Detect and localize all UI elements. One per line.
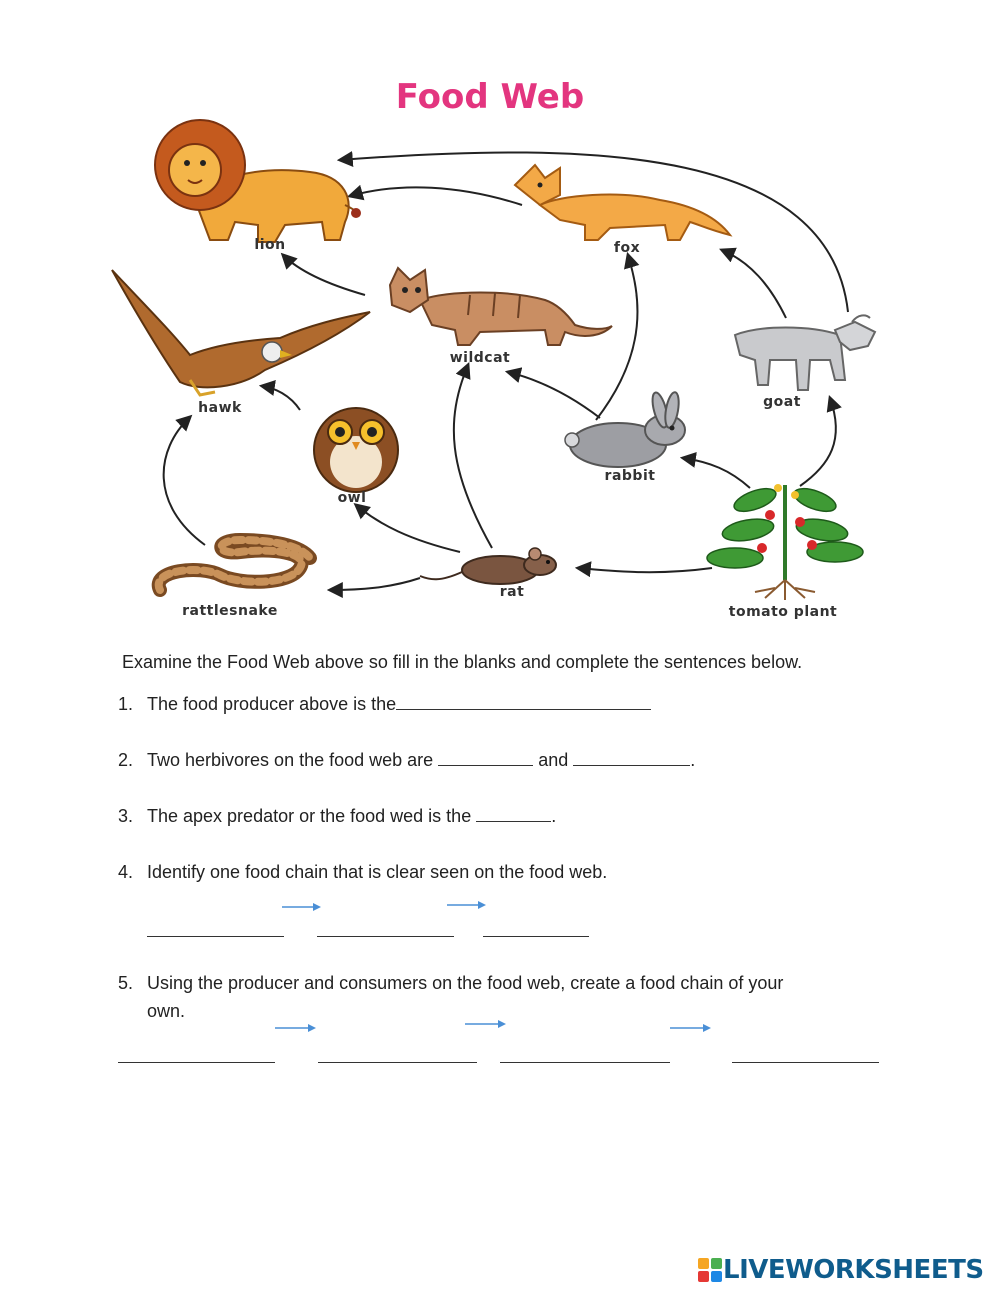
- question-2: [118, 746, 878, 774]
- question-text: Identify one food chain that is clear seen on the food web.: [147, 862, 608, 882]
- chain-blank-5c[interactable]: [500, 1062, 670, 1063]
- chain-arrow: [281, 900, 323, 914]
- chain-blank-5a[interactable]: [118, 1062, 275, 1063]
- liveworksheets-icon: [697, 1257, 723, 1283]
- rat-illustration: [420, 548, 556, 584]
- label-goat: goat: [763, 394, 801, 410]
- label-owl: owl: [337, 490, 367, 506]
- label-rat: rat: [499, 584, 525, 600]
- page-title: Food Web: [395, 77, 585, 117]
- chain-arrow: [274, 1021, 318, 1035]
- question-4: [118, 858, 878, 886]
- question-number: 1.: [118, 694, 134, 714]
- instructions: Examine the Food Web above so fill in the blanks and complete the sentences below.: [122, 652, 803, 672]
- rabbit-illustration: [565, 391, 685, 467]
- food-web-diagram: [0, 0, 1000, 640]
- question-3: [118, 802, 878, 830]
- chain-arrow: [464, 1017, 508, 1031]
- answer-blank-producer[interactable]: [396, 692, 651, 710]
- question-text: The apex predator or the food wed is the: [147, 806, 477, 826]
- rattlesnake-illustration: [159, 540, 310, 590]
- answer-blank-herbivore-1[interactable]: [438, 748, 533, 766]
- lion-illustration: [155, 120, 361, 242]
- question-number: 2.: [118, 750, 134, 770]
- question-text: .: [690, 750, 696, 770]
- question-number: 4.: [118, 862, 134, 882]
- question-text: The food producer above is the: [147, 694, 397, 714]
- wildcat-illustration: [390, 268, 612, 345]
- chain-blank-5d[interactable]: [732, 1062, 879, 1063]
- answer-blank-herbivore-2[interactable]: [573, 748, 690, 766]
- answer-blank-apex-predator[interactable]: [476, 804, 551, 822]
- tomato-plant-illustration: [707, 484, 863, 600]
- label-rattlesnake: rattlesnake: [182, 603, 278, 619]
- goat-illustration: [735, 315, 875, 390]
- hawk-illustration: [112, 270, 370, 395]
- owl-illustration: [314, 408, 398, 492]
- question-text: and: [533, 750, 574, 770]
- label-lion: lion: [254, 237, 286, 253]
- chain-arrow: [446, 898, 488, 912]
- question-number: 3.: [118, 806, 134, 826]
- question-text: .: [551, 806, 557, 826]
- chain-blank-4a[interactable]: [147, 936, 284, 937]
- question-text: Two herbivores on the food web are: [147, 750, 439, 770]
- question-number: 5.: [118, 973, 134, 993]
- question-1: [118, 690, 878, 718]
- chain-blank-4c[interactable]: [483, 936, 589, 937]
- question-text: own.: [147, 1001, 186, 1021]
- fox-illustration: [515, 165, 730, 240]
- brand-name: LIVEWORKSHEETS: [723, 1255, 984, 1285]
- question-text: Using the producer and consumers on the food web, create a food chain of your: [147, 973, 784, 993]
- label-hawk: hawk: [198, 400, 242, 416]
- chain-blank-4b[interactable]: [317, 936, 454, 937]
- chain-arrow: [669, 1021, 713, 1035]
- label-fox: fox: [613, 240, 641, 256]
- label-rabbit: rabbit: [604, 468, 656, 484]
- label-wildcat: wildcat: [449, 350, 511, 366]
- liveworksheets-logo: [697, 1255, 984, 1285]
- label-tomato-plant: tomato plant: [728, 604, 838, 620]
- chain-blank-5b[interactable]: [318, 1062, 477, 1063]
